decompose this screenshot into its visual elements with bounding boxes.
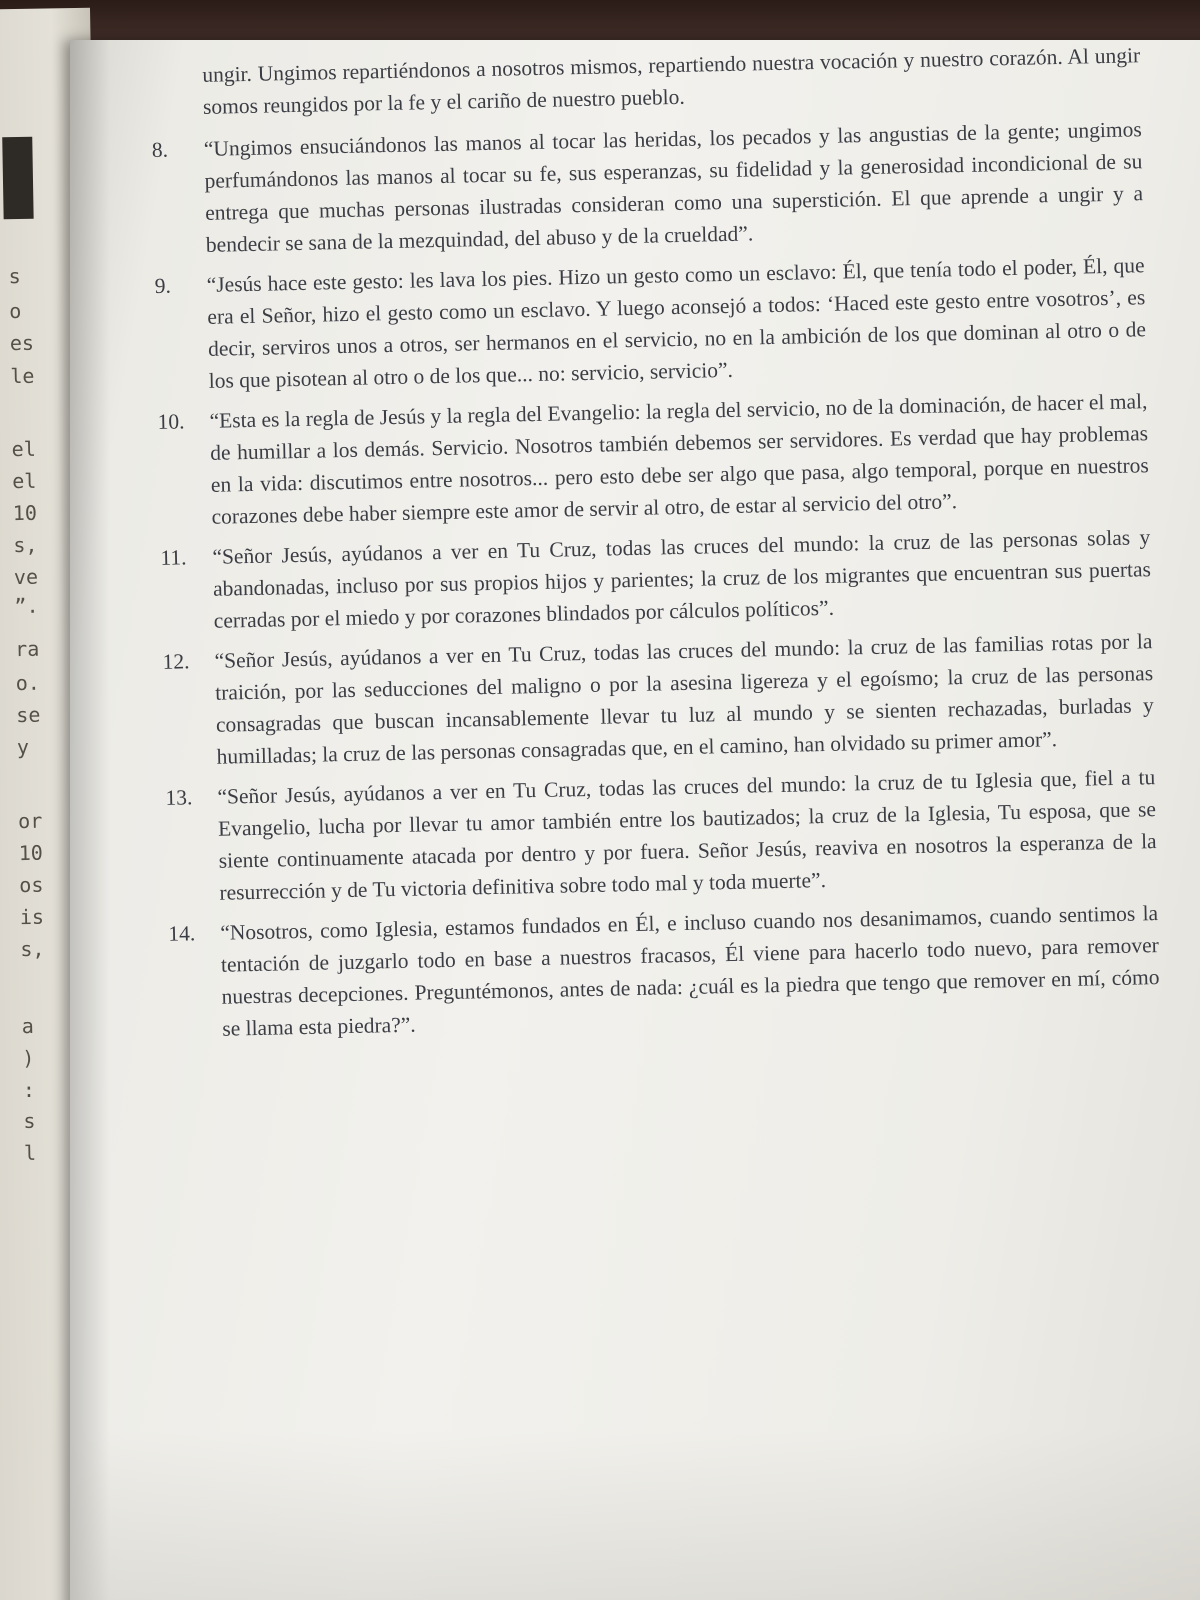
left-page-fragment: is [19,904,45,930]
left-page-fragment: a [21,1013,34,1039]
left-page-fragment: s, [20,936,45,962]
list-item [154,249,1146,398]
left-page-fragment: es [9,330,35,356]
item-number: 14. [168,921,196,946]
left-page-fragment: 10 [18,840,44,866]
left-page-fragment: ra [14,636,40,662]
left-page-fragment: o. [15,670,41,696]
list-item [160,521,1152,638]
left-page-fragment: or [17,808,43,834]
left-page-fragment: se [16,702,41,728]
item-number: 11. [160,545,187,570]
item-number: 13. [165,785,193,810]
item-number: 10. [157,409,185,434]
left-page-fragment: le [10,363,35,389]
page-shading [70,1430,1200,1600]
left-page-fragment: s [23,1108,36,1134]
left-page-dark-mark [2,137,33,220]
item-text: “Señor Jesús, ayúdanos a ver en Tu Cruz, todas las cruces del mundo: la cruz de las familias rotas por la traición, por las seducciones del maligno o por la asesina ligereza y el egoísmo; la cruz de las personas consagradas que buscan incansablemente llevar tu luz al mundo y se sienten rechazadas, burladas y humilladas; la cruz de las personas consagradas que, en el camino, han olvidado su primer amor”. [214,629,1154,769]
left-page-fragment: : [22,1077,36,1103]
list-item [152,113,1144,262]
left-page-fragment: ve [13,564,39,590]
item-text: “Nosotros, como Iglesia, estamos fundados en Él, e incluso cuando nos desanimamos, cuando sentimos la tentación de juzgarlo todo en base a nuestros fracasos, Él viene para hacerlo todo nuevo, para remover nuestras decepciones. Preguntémonos, antes de nada: ¿cuál es la piedra que tengo que remover en mí, cómo se llama esta piedra?”. [220,901,1160,1041]
page-fold-shadow [70,40,110,1600]
left-page-fragment: y [16,734,30,760]
left-page-fragment: ) [22,1045,35,1071]
left-page-fragment: s, [13,532,38,558]
left-page-fragment: os [19,872,44,898]
item-text: “Jesús hace este gesto: les lava los pies. Hizo un gesto como un esclavo: Él, que tenía todo el poder, Él, que era el Señor, hizo el gesto como un esclavo. Y luego aconsejó a todos: ‘Haced este gesto entre vosotros’, es decir, serviros unos a otros, ser hermanos en el servicio, no en la ambición de los que dominan al otro o de los que pisotean al otro o de los que... no: servicio, servicio”. [206,253,1147,393]
document-body [150,39,1161,1054]
item-text: “Señor Jesús, ayúdanos a ver en Tu Cruz, todas las cruces del mundo: la cruz de tu Iglesia que, fiel a tu Evangelio, lucha por llevar tu amor también entre los bautizados; la cruz de la Iglesia, Tu esposa, que se siente continuamente atacada por dentro y por fuera. Señor Jesús, reaviva en nosotros la esperanza de la resurrección y de Tu victoria definitiva sobre todo mal y toda muerte”. [217,765,1157,905]
item-text: “Esta es la regla de Jesús y la regla del Evangelio: la regla del servicio, no de la dominación, de hacer el mal, de humillar a los demás. Servicio. Nosotros también debemos ser servidores. Es verdad que hay problemas en la vida: discutimos entre nosotros... pero esto debe ser algo que pasa, algo temporal, porque en nuestros corazones debe haber siempre este amor de servir al otro, de estar al servicio del otro”. [209,389,1149,529]
left-page-fragment: el [12,468,37,494]
item-number: 8. [151,137,169,162]
list-item [165,761,1157,910]
list-item [162,625,1154,774]
left-page-fragment: 10 [12,500,38,526]
left-page-fragment: el [11,436,36,462]
list-item [168,897,1160,1046]
left-page-fragment: o [9,298,22,324]
item-text: “Ungimos ensuciándonos las manos al tocar las heridas, los pecados y las angustias de la gente; ungimos perfumándonos las manos al tocar su fe, sus esperanzas, su fidelidad y la generosidad incondicional de su entrega que muchas personas ilustradas consideran como una superstición. El que aprende a ungir y a bendecir se sana de la mezquindad, del abuso y de la crueldad”. [203,117,1144,257]
left-page-fragment: ”. [14,593,39,619]
item-number: 9. [154,273,172,298]
left-page-fragment: l [23,1140,37,1166]
left-page-fragment: s [8,263,21,289]
item-text: “Señor Jesús, ayúdanos a ver en Tu Cruz, todas las cruces del mundo: la cruz de las personas solas y abandonadas, incluso por sus propios hijos y parientes; la cruz de los migrantes que encuentran sus puertas cerradas por el miedo y por corazones blindados por cálculos políticos”. [212,525,1152,633]
item-number: 12. [162,649,190,674]
list-item [157,385,1149,534]
intro-paragraph: ungir. Ungimos repartiéndonos a nosotros mismos, repartiendo nuestra vocación y nuestro corazón. Al ungir somos reungidos por la fe y el cariño de nuestro pueblo. [202,43,1141,119]
